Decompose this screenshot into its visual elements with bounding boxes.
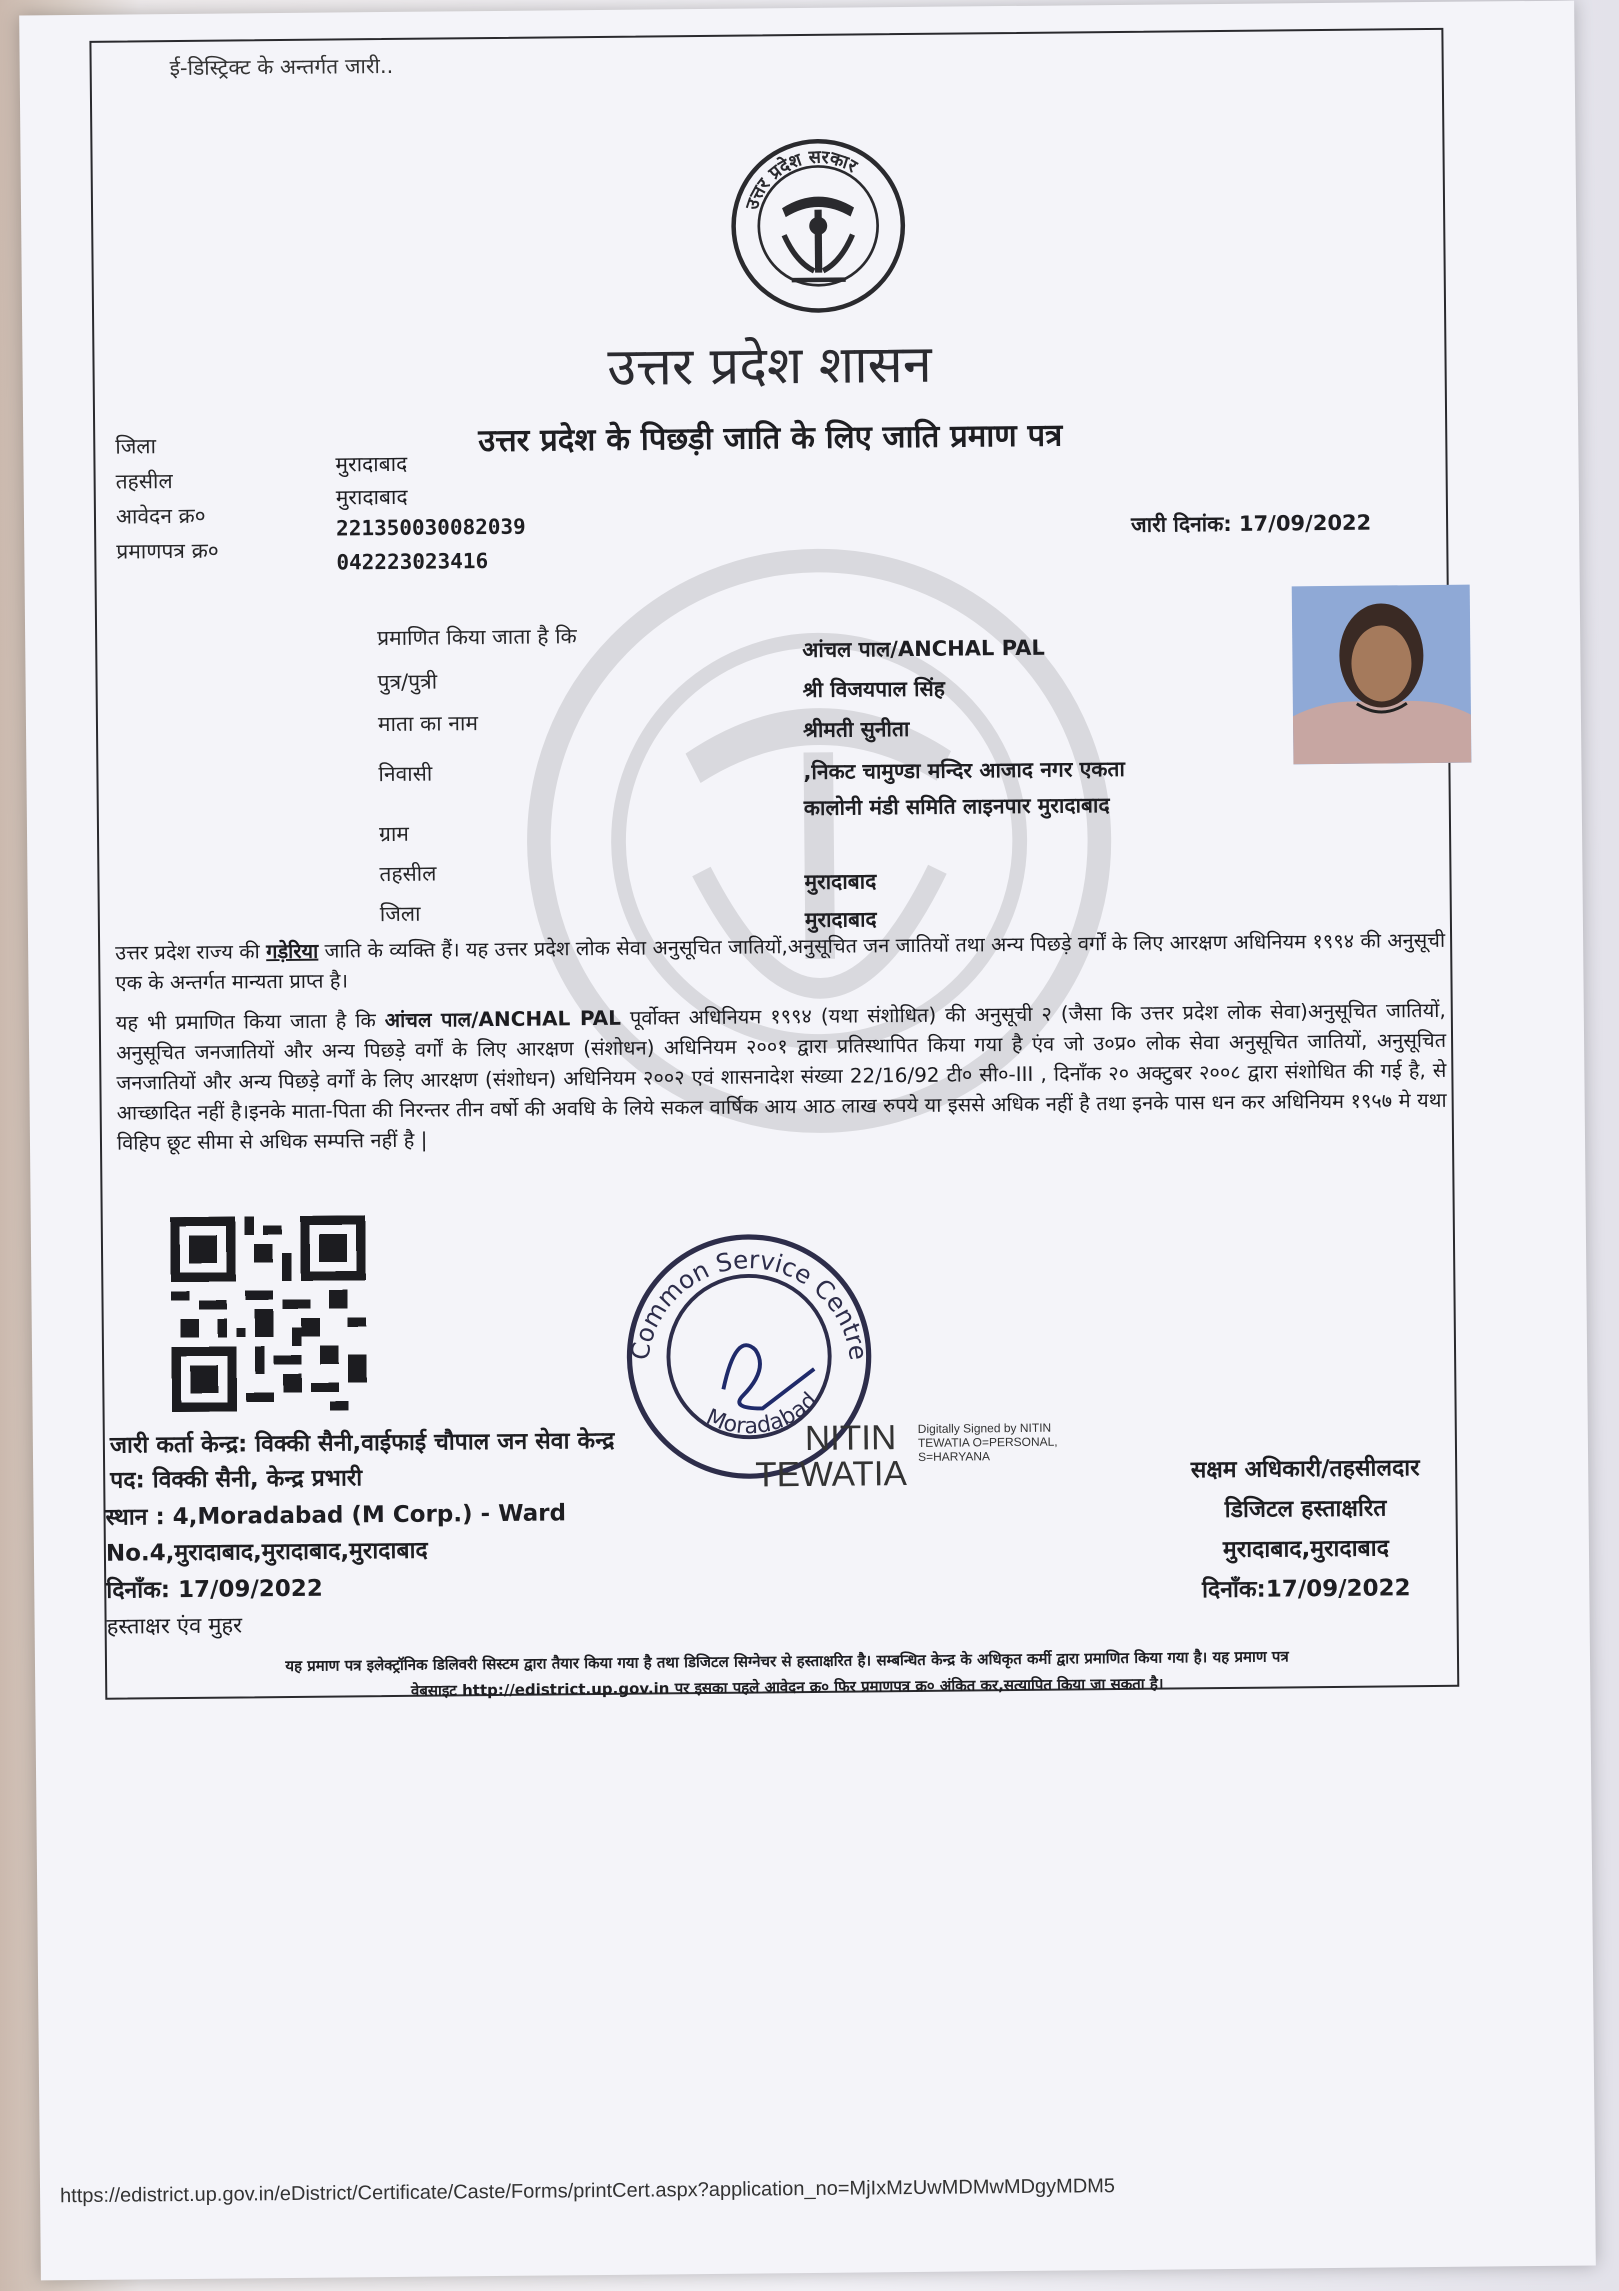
issue-date: जारी दिनांक: 17/09/2022	[1130, 510, 1372, 537]
certificate-paper	[19, 1, 1596, 2281]
issuer-place-line-2: No.4,मुरादाबाद,मुरादाबाद,मुरादाबाद	[105, 1537, 428, 1567]
up-government-emblem	[727, 135, 909, 317]
document-title: उत्तर प्रदेश शासन	[607, 334, 932, 398]
authority-title: सक्षम अधिकारी/तहसीलदार डिजिटल हस्ताक्षरित मुरादाबाद,मुरादाबाद दिनाँक:17/09/2022	[1190, 1455, 1420, 1604]
district-value: मुरादाबाद	[335, 451, 408, 477]
mother-label: माता का नाम	[377, 711, 479, 737]
issuer-place-line-1: स्थान : 4,Moradabad (M Corp.) - Ward	[105, 1500, 567, 1531]
top-note: ई-डिस्ट्रिक्ट के अन्तर्गत जारी..	[169, 53, 394, 81]
address-line-2: कालोनी मंडी समिति लाइनपार मुरादाबाद	[803, 793, 1110, 821]
paragraph-caste: उत्तर प्रदेश राज्य की गड़ेरिया जाति के व्यक्ति हैं। यह उत्तर प्रदेश लोक सेवा अनुसूचित जातियों,अनुसूचित जन जातियों तथा अन्य पिछड़े वर्गों के लिए आरक्षण अधिनियम १९९४ की अनुसूची एक के अन्तर्गत मान्यता प्राप्त है।	[115, 927, 1446, 995]
caste-name: गड़ेरिया	[266, 938, 319, 964]
certificate-label: प्रमाणपत्र क्र०	[116, 538, 219, 564]
detail-tehsil-value: मुरादाबाद	[804, 869, 877, 895]
district-label: जिला	[115, 434, 157, 459]
detail-district-value: मुरादाबाद	[804, 907, 877, 933]
village-label: ग्राम	[378, 821, 409, 847]
digital-signature-note: Digitally Signed by NITIN TEWATIA O=PERSONAL, S=HARYANA	[917, 1420, 1058, 1464]
father-name: श्री विजयपाल सिंह	[802, 676, 945, 703]
signatory-name: NITIN TEWATIA	[755, 1418, 908, 1495]
address-line-1: ,निकट चामुण्डा मन्दिर आजाद नगर एकता	[803, 756, 1125, 785]
child-of-label: पुत्र/पुत्री	[377, 669, 438, 695]
resident-label: निवासी	[378, 761, 433, 787]
qr-code	[163, 1215, 375, 1412]
issuing-centre: जारी कर्ता केन्द्र: विक्की सैनी,वाईफाई चौपाल जन सेवा केन्द्र	[109, 1427, 615, 1459]
applicant-photo	[1292, 585, 1472, 765]
certify-label: प्रमाणित किया जाता है कि	[377, 624, 577, 651]
document-subtitle: उत्तर प्रदेश के पिछड़ी जाति के लिए जाति प्रमाण पत्र	[478, 417, 1063, 460]
certificate-frame	[89, 28, 1459, 1700]
application-number: 221350030082039	[335, 514, 526, 541]
paragraph-certification: यह भी प्रमाणित किया जाता है कि आंचल पाल/ANCHAL PAL पूर्वोक्त अधिनियम १९९४ (यथा संशोधित) की अनुसूची २ (जैसा कि उत्तर प्रदेश लोक सेवा)अनुसूचित जातियों, अनुसूचित जनजातियों और अन्य पिछड़े वर्गों के लिए आरक्षण (संशोधन) अधिनियम २००१ द्वारा प्रतिस्थापित किया गया है एंव जो उ०प्र० लोक सेवा अनुसूचित जातियों, अनुसूचित जनजातियों और अन्य पिछड़े वर्गों के लिए आरक्षण (संशोधन) अधिनियम २००२ एवं शासनादेश संख्या 22/16/92 टी० सी०-III , दिनाँक २० अक्टुबर २००८ द्वारा संशोधित की गई है, से आच्छादित नहीं है।इनके माता-पिता की निरन्तर तीन वर्षो की अवधि के लिये सकल वार्षिक आय आठ लाख रुपये या इससे अधिक नहीं है तथा इनके पास धन कर अधिनियम १९५७ मे यथा विहिप छूट सीमा से अधिक सम्पत्ति नहीं है |	[115, 997, 1447, 1155]
seal-text: Common Service Centre	[625, 1244, 874, 1362]
application-label: आवेदन क्र०	[115, 503, 206, 529]
applicant-name: आंचल पाल/ANCHAL PAL	[802, 635, 1045, 663]
detail-tehsil-label: तहसील	[379, 861, 437, 887]
signature-seal-label: हस्ताक्षर एंव मुहर	[106, 1613, 243, 1640]
tehsil-value: मुरादाबाद	[335, 484, 408, 510]
mother-name: श्रीमती सुनीता	[802, 717, 910, 743]
issuer-post: पद: विक्की सैनी, केन्द्र प्रभारी	[110, 1465, 363, 1494]
emblem-text: उत्तर प्रदेश सरकार	[741, 146, 861, 213]
detail-district-label: जिला	[379, 901, 421, 927]
footnote: यह प्रमाण पत्र इलेक्ट्रॉनिक डिलिवरी सिस्टम द्वारा तैयार किया गया है तथा डिजिटल सिग्नेचर से हस्ताक्षरित है। सम्बन्धित केन्द्र के अधिकृत कर्मी द्वारा प्रमाणित किया गया है। यह प्रमाण पत्र वेबसाइट http://edistrict.up.gov.in पर इसका पहले आवेदन क्र० फिर प्रमाणपत्र क्र० अंकित कर,सत्यापित किया जा सकता है।	[285, 1647, 1289, 1700]
seal-city: Moradabad	[702, 1387, 823, 1440]
issuer-date: दिनाँक: 17/09/2022	[106, 1575, 323, 1604]
page-url: https://edistrict.up.gov.in/eDistrict/Certificate/Caste/Forms/printCert.aspx?application_no=MjIxMzUwMDMwMDgyMDM5	[59, 2175, 1116, 2208]
tehsil-label: तहसील	[115, 469, 173, 494]
certified-person-name: आंचल पाल/ANCHAL PAL	[384, 1005, 622, 1033]
certificate-number: 042223023416	[336, 549, 489, 575]
